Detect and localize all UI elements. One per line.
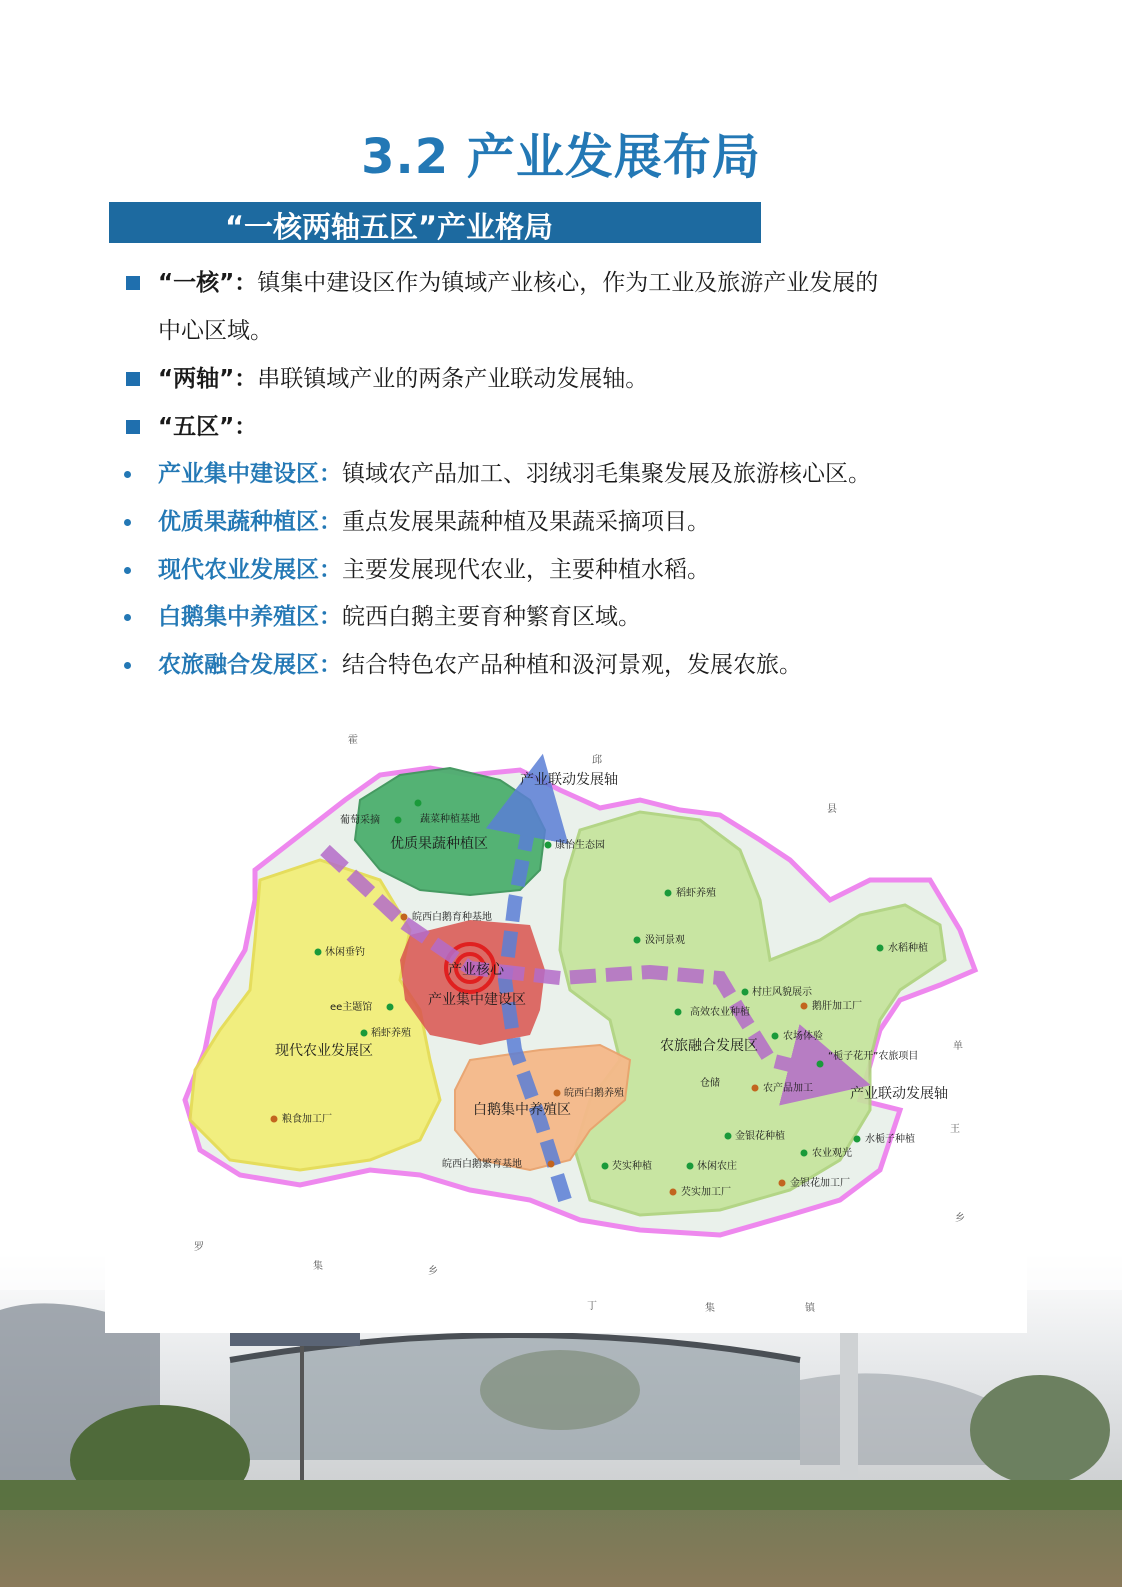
bullet-dot-icon [124,614,131,621]
page-title: 3.2 产业发展布局 [361,129,761,185]
point-label: 皖西白鹅繁育基地 [442,1159,522,1170]
neighbor-label: 邱 [592,755,602,766]
point-marker [670,1189,677,1196]
bullet-dot-icon [124,471,131,478]
point-label: 水稻种植 [888,943,928,954]
zone-name: 优质果蔬种植区： [158,509,342,535]
point-marker [687,1163,694,1170]
point-label: 高效农业种植 [690,1007,750,1018]
point-marker [801,1003,808,1010]
point-marker [752,1085,759,1092]
zone-label-goose: 白鹅集中养殖区 [473,1102,571,1118]
core-key: “一核”： [158,270,258,296]
point-label: 芡实种植 [612,1161,652,1172]
point-label: 休闲垂钓 [325,947,365,958]
neighbor-label: 乡 [428,1266,438,1277]
zone-name: 农旅融合发展区： [158,652,342,678]
neighbor-label: 镇 [805,1303,815,1314]
neighbor-label: 县 [827,804,837,815]
point-marker [387,1004,394,1011]
point-label: 鹅肝加工厂 [812,1001,862,1012]
axis-label-top: 产业联动发展轴 [520,772,618,788]
point-label: 稻虾养殖 [676,888,716,899]
zone-label-agritour: 农旅融合发展区 [660,1038,758,1054]
zone-item [158,650,802,680]
point-label: ee主题馆 [330,1002,373,1013]
point-marker [361,1030,368,1037]
point-label: 皖西白鹅育种基地 [412,912,492,923]
point-marker [602,1163,609,1170]
axis-key: “两轴”： [158,366,258,392]
point-label: 村庄风貌展示 [752,987,812,998]
point-label: 稻虾养殖 [371,1028,411,1039]
point-label: 康怡生态园 [555,840,605,851]
point-label: 蔬菜种植基地 [420,814,480,825]
point-label: 汲河景观 [645,935,685,946]
neighbor-label: 单 [953,1041,963,1052]
zone-label-modern: 现代农业发展区 [275,1043,373,1059]
bullet-dot-icon [124,567,131,574]
point-marker [395,817,402,824]
bullet-square-icon [126,372,140,386]
bullet-dot-icon [124,662,131,669]
bullet-dot-icon [124,519,131,526]
zone-name: 现代农业发展区： [158,557,342,583]
point-marker [545,842,552,849]
banner-title: “一核两轴五区”产业格局 [224,210,554,244]
point-label: 农场体验 [783,1031,823,1042]
point-marker [554,1090,561,1097]
point-marker [817,1061,824,1068]
point-marker [271,1116,278,1123]
point-label: 仓储 [700,1078,720,1089]
zone-desc: 主要发展现代农业，主要种植水稻。 [342,557,710,583]
zone-key: “五区”： [158,414,258,440]
zone-item [158,555,710,585]
point-marker [548,1161,555,1168]
point-marker [315,949,322,956]
core-label: 产业核心 [448,962,504,978]
point-marker [742,989,749,996]
point-marker [401,914,408,921]
point-label: 皖西白鹅养殖 [564,1088,624,1099]
point-marker [779,1180,786,1187]
bullet-square-icon [126,420,140,434]
neighbor-label: 王 [950,1124,960,1135]
point-label: 芡实加工厂 [681,1187,731,1198]
zone-desc: 结合特色农产品种植和汲河景观，发展农旅。 [342,652,802,678]
map-svg [105,720,1027,1333]
axis-label-right: 产业联动发展轴 [850,1086,948,1102]
core-line [158,268,878,298]
bullet-square-icon [126,276,140,290]
zone-desc: 镇域农产品加工、羽绒羽毛集聚发展及旅游核心区。 [342,461,871,487]
core-line-2: 中心区域。 [158,318,273,344]
zone-desc: 皖西白鹅主要育种繁育区域。 [342,604,641,630]
point-marker [665,890,672,897]
zone-name: 白鹅集中养殖区： [158,604,342,630]
axis-line [158,364,648,394]
neighbor-label: 集 [313,1261,323,1272]
zone-label-core: 产业集中建设区 [428,992,526,1008]
point-marker [772,1033,779,1040]
point-marker [725,1133,732,1140]
axis-text: 串联镇域产业的两条产业联动发展轴。 [257,366,649,392]
neighbor-label: 霍 [348,735,358,746]
point-marker [634,937,641,944]
point-marker [675,1009,682,1016]
point-marker [415,800,422,807]
neighbor-label: 罗 [194,1242,204,1253]
point-marker [854,1136,861,1143]
point-marker [801,1150,808,1157]
point-label: “栀子花开”农旅项目 [828,1051,919,1062]
point-label: 农产品加工 [763,1083,813,1094]
industry-layout-map [105,720,1027,1333]
point-label: 粮食加工厂 [282,1114,332,1125]
neighbor-label: 集 [705,1303,715,1314]
zone-item [158,602,641,632]
point-label: 金银花种植 [735,1131,785,1142]
section-banner [109,202,761,243]
zone-desc: 重点发展果蔬种植及果蔬采摘项目。 [342,509,710,535]
neighbor-label: 丁 [587,1301,597,1312]
zone-item [158,507,710,537]
zone-heading [158,412,257,442]
point-label: 休闲农庄 [697,1161,737,1172]
zone-item [158,459,871,489]
zone-label-fruit: 优质果蔬种植区 [390,836,488,852]
point-label: 农业观光 [812,1148,852,1159]
point-marker [877,945,884,952]
point-label: 水栀子种植 [865,1134,915,1145]
zone-name: 产业集中建设区： [158,461,342,487]
core-text: 镇集中建设区作为镇域产业核心，作为工业及旅游产业发展的 [257,270,879,296]
point-label: 金银花加工厂 [790,1178,850,1189]
point-label: 葡萄采摘 [340,815,380,826]
neighbor-label: 乡 [955,1213,965,1224]
